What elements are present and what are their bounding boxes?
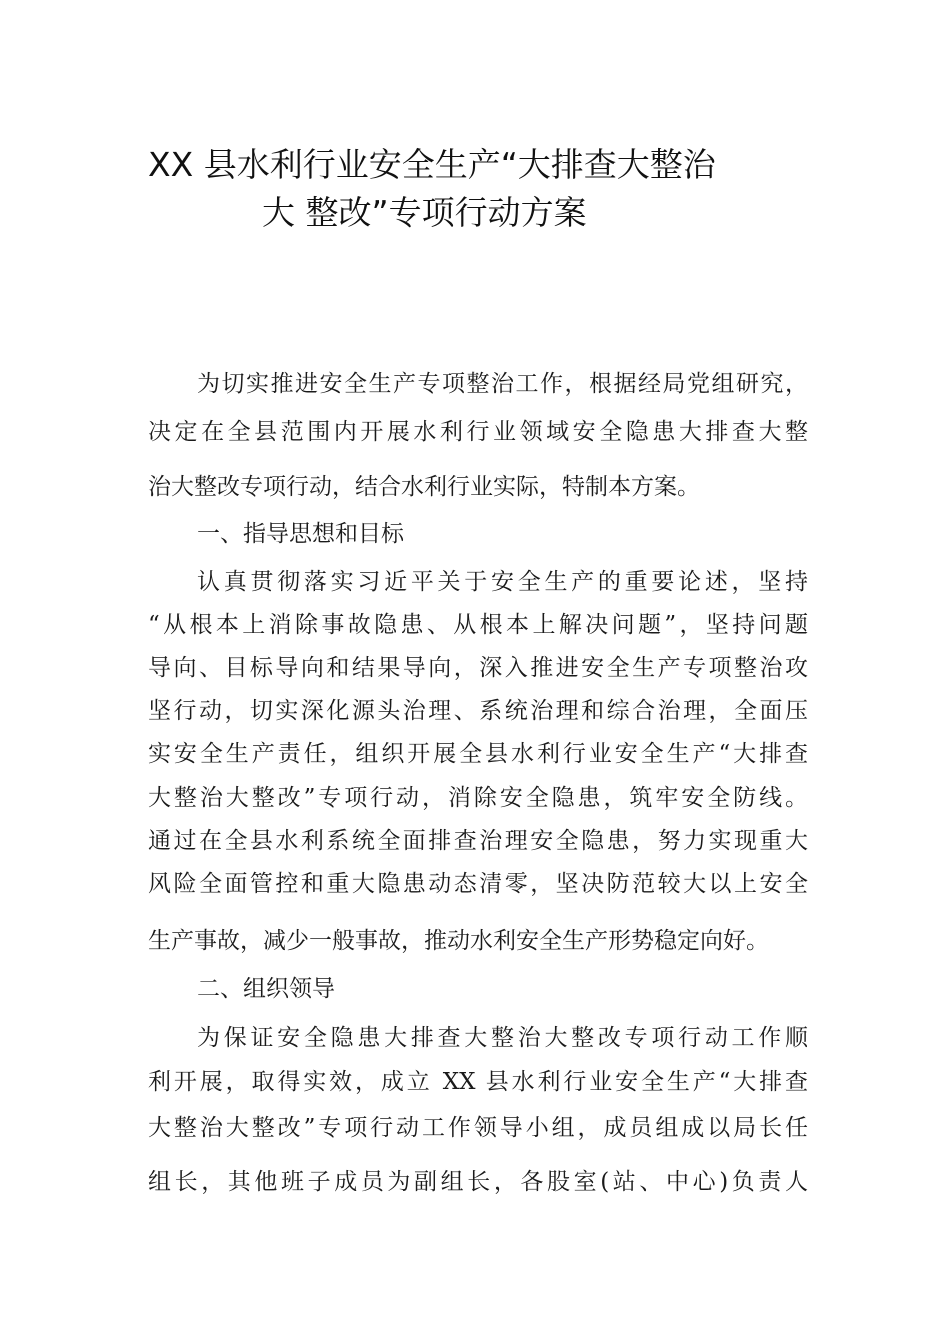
- document-title-line-1: XX 县水利行业安全生产“大排查大整治: [148, 145, 716, 184]
- paragraph-line: 大整治大整改”专项行动，消除安全隐患，筑牢安全防线。: [148, 785, 808, 811]
- paragraph-line: 导向、目标导向和结果导向，深入推进安全生产专项整治攻: [148, 655, 808, 681]
- paragraph-line: 大整治大整改”专项行动工作领导小组，成员组成以局长任: [148, 1115, 808, 1141]
- section-heading: 二、组织领导: [197, 976, 335, 1002]
- paragraph-line: 认真贯彻落实习近平关于安全生产的重要论述，坚持: [197, 569, 808, 595]
- paragraph-line: 组长，其他班子成员为副组长，各股室(站、中心)负责人: [148, 1169, 808, 1195]
- paragraph-line: 为切实推进安全生产专项整治工作，根据经局党组研究，: [197, 371, 808, 397]
- document-title-line-2: 大 整改”专项行动方案: [262, 193, 587, 232]
- section-heading: 一、指导思想和目标: [197, 521, 404, 547]
- paragraph-line: 利开展，取得实效，成立 XX 县水利行业安全生产“大排查: [148, 1069, 808, 1095]
- paragraph-line: 治大整改专项行动，结合水利行业实际，特制本方案。: [148, 474, 700, 500]
- paragraph-line: 坚行动，切实深化源头治理、系统治理和综合治理，全面压: [148, 698, 808, 724]
- paragraph-line: 决定在全县范围内开展水利行业领域安全隐患大排查大整: [148, 419, 808, 445]
- paragraph-line: “从根本上消除事故隐患、从根本上解决问题”，坚持问题: [148, 612, 808, 638]
- paragraph-line: 通过在全县水利系统全面排查治理安全隐患，努力实现重大: [148, 828, 808, 854]
- paragraph-line: 实安全生产责任，组织开展全县水利行业安全生产“大排查: [148, 741, 808, 767]
- paragraph-line: 风险全面管控和重大隐患动态清零，坚决防范较大以上安全: [148, 871, 808, 897]
- paragraph-line: 为保证安全隐患大排查大整治大整改专项行动工作顺: [197, 1025, 808, 1051]
- paragraph-line: 生产事故，减少一般事故，推动水利安全生产形势稳定向好。: [148, 928, 769, 954]
